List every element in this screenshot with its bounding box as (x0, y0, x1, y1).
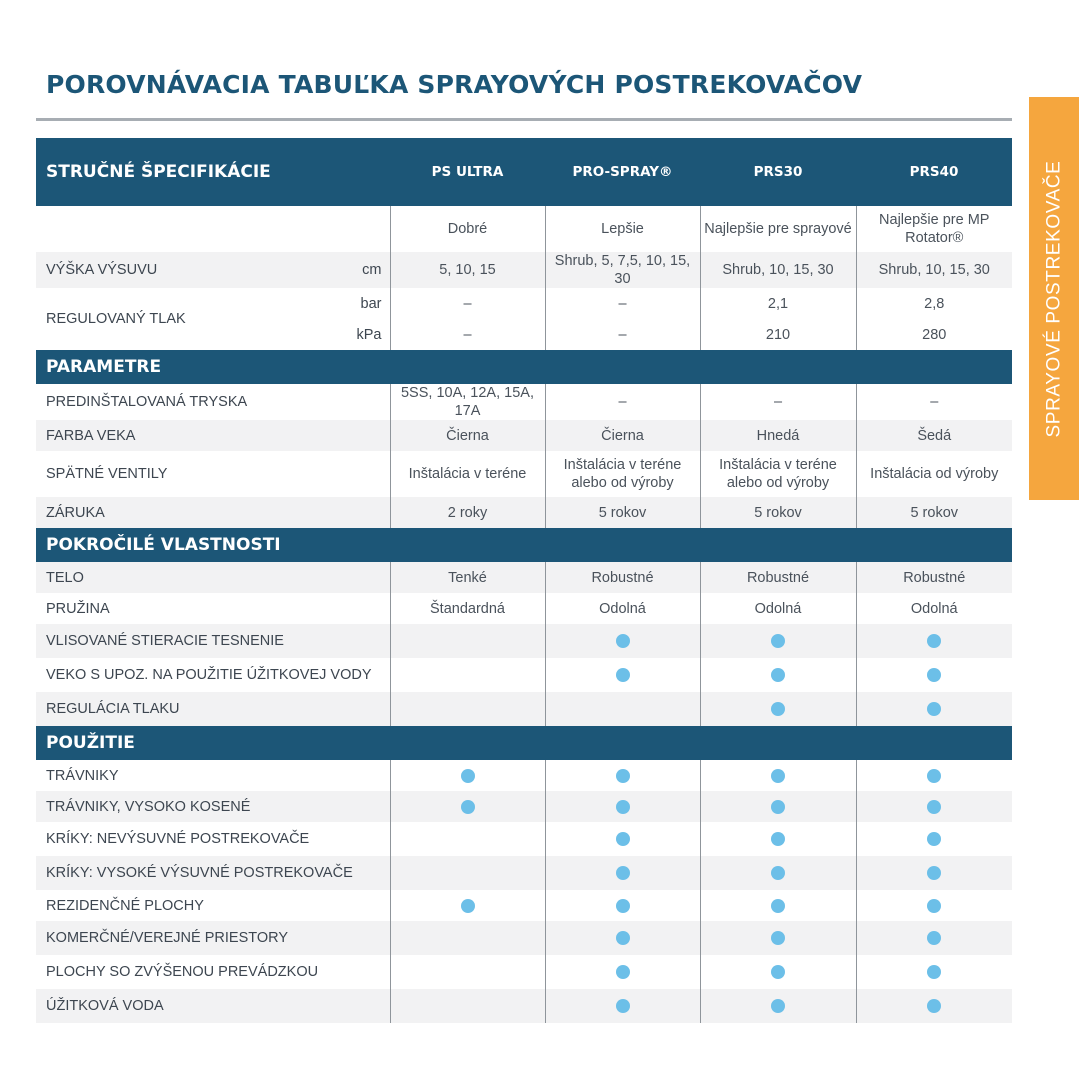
check-dot-icon (927, 866, 941, 880)
section-label: POUŽITIE (36, 726, 1012, 760)
table-cell: Odolná (910, 600, 958, 617)
check-dot-icon (927, 668, 941, 682)
table-cell (545, 791, 700, 822)
table-cell (700, 658, 856, 692)
check-dot-icon (771, 866, 785, 880)
title-divider (36, 118, 1012, 121)
table-row (36, 593, 1012, 624)
check-dot-icon (927, 999, 941, 1013)
check-dot-icon (771, 832, 785, 846)
table-cell (856, 989, 1012, 1023)
table-cell: Robustné (545, 562, 700, 593)
table-row (36, 955, 1012, 989)
check-dot-icon (771, 899, 785, 913)
table-cell: Inštalácia od výroby (870, 466, 999, 482)
rating-cell: Najlepšie pre MP Rotator® (879, 212, 990, 246)
table-cell (545, 856, 700, 890)
table-cell: – (390, 319, 545, 350)
row-label: PRUŽINA (36, 593, 390, 624)
column-header: PRS30 (700, 138, 856, 206)
table-row (36, 451, 1012, 497)
table-row (36, 497, 1012, 528)
row-label: VÝŠKA VÝSUVU (36, 252, 346, 288)
table-cell: – (700, 384, 856, 420)
side-tab-label: SPRAYOVÉ POSTREKOVAČE (1043, 160, 1065, 437)
check-dot-icon (771, 634, 785, 648)
table-cell (390, 791, 545, 822)
header-label: STRUČNÉ ŠPECIFIKÁCIE (36, 138, 390, 206)
table-cell: 2,8 (924, 295, 945, 312)
check-dot-icon (616, 769, 630, 783)
table-cell: 280 (922, 326, 947, 343)
table-row (36, 384, 1012, 420)
table-row (36, 692, 1012, 726)
table-row (36, 822, 1012, 856)
table-row (36, 890, 1012, 921)
column-header: PRS40 (856, 138, 1012, 206)
table-cell (390, 989, 545, 1023)
table-cell (700, 856, 856, 890)
table-cell: – (930, 394, 939, 410)
row-label: ZÁRUKA (36, 497, 390, 528)
check-dot-icon (927, 899, 941, 913)
table-cell (545, 692, 700, 726)
rating-row (36, 206, 1012, 252)
table-cell: Inštalácia v teréne alebo od výroby (700, 451, 856, 497)
table-cell (856, 791, 1012, 822)
table-cell: Shrub, 10, 15, 30 (856, 252, 1012, 288)
table-cell (545, 658, 700, 692)
table-row (36, 624, 1012, 658)
row-label: PLOCHY SO ZVÝŠENOU PREVÁDZKOU (36, 955, 390, 989)
check-dot-icon (616, 931, 630, 945)
table-cell: Inštalácia v teréne alebo od výroby (545, 451, 700, 497)
check-dot-icon (927, 931, 941, 945)
side-tab (1029, 97, 1079, 500)
table-cell (856, 955, 1012, 989)
table-cell: Inštalácia v teréne (390, 451, 545, 497)
table-cell (700, 692, 856, 726)
row-label: TRÁVNIKY (36, 760, 390, 791)
table-cell: 5, 10, 15 (390, 252, 545, 288)
table-cell (856, 624, 1012, 658)
table-cell: Odolná (700, 593, 856, 624)
check-dot-icon (616, 634, 630, 648)
row-label: VEKO S UPOZ. NA POUŽITIE ÚŽITKOVEJ VODY (36, 658, 390, 692)
pop-up-height-row (36, 252, 1012, 288)
table-cell (545, 955, 700, 989)
table-cell (545, 624, 700, 658)
table-cell: 2,1 (700, 288, 856, 319)
table-row (36, 989, 1012, 1023)
check-dot-icon (771, 668, 785, 682)
table-cell (390, 624, 545, 658)
check-dot-icon (461, 769, 475, 783)
check-dot-icon (616, 999, 630, 1013)
unit-label: kPa (346, 319, 390, 350)
table-cell (390, 692, 545, 726)
check-dot-icon (771, 702, 785, 716)
table-cell (545, 760, 700, 791)
table-row (36, 921, 1012, 955)
row-label: TELO (36, 562, 390, 593)
table-cell: Odolná (545, 593, 700, 624)
table-cell (856, 692, 1012, 726)
table-row (36, 760, 1012, 791)
table-row (36, 856, 1012, 890)
table-cell (856, 822, 1012, 856)
table-cell (856, 856, 1012, 890)
check-dot-icon (771, 999, 785, 1013)
table-header-row (36, 138, 1012, 206)
check-dot-icon (616, 668, 630, 682)
table-cell (390, 856, 545, 890)
row-label: PREDINŠTALOVANÁ TRYSKA (36, 384, 390, 420)
check-dot-icon (616, 965, 630, 979)
check-dot-icon (771, 931, 785, 945)
check-dot-icon (927, 832, 941, 846)
page-title: POROVNÁVACIA TABUĽKA SPRAYOVÝCH POSTREKOVAČOV (46, 70, 863, 99)
column-header: PRO-SPRAY® (545, 138, 700, 206)
table-cell: 2 roky (390, 497, 545, 528)
rating-cell: Dobré (390, 206, 545, 252)
section-label: POKROČILÉ VLASTNOSTI (36, 528, 1012, 562)
row-label: KRÍKY: NEVÝSUVNÉ POSTREKOVAČE (36, 822, 390, 856)
table-cell: 5SS, 10A, 12A, 15A, 17A (390, 384, 545, 420)
row-label: TRÁVNIKY, VYSOKO KOSENÉ (36, 791, 390, 822)
table-cell (856, 760, 1012, 791)
table-cell (700, 791, 856, 822)
table-cell (545, 822, 700, 856)
table-row (36, 658, 1012, 692)
check-dot-icon (771, 965, 785, 979)
table-cell (856, 890, 1012, 921)
table-row (36, 791, 1012, 822)
table-cell: 210 (700, 319, 856, 350)
comparison-table (36, 138, 1012, 1023)
table-cell: Tenké (390, 562, 545, 593)
table-cell (390, 955, 545, 989)
unit-label: bar (346, 288, 390, 319)
table-cell: 5 rokov (700, 497, 856, 528)
rating-cell: Najlepšie pre sprayové (700, 206, 856, 252)
check-dot-icon (616, 832, 630, 846)
check-dot-icon (927, 769, 941, 783)
table-cell (545, 921, 700, 955)
table-row (36, 420, 1012, 451)
table-cell (390, 822, 545, 856)
check-dot-icon (927, 800, 941, 814)
check-dot-icon (927, 634, 941, 648)
check-dot-icon (616, 866, 630, 880)
section-label: PARAMETRE (36, 350, 1012, 384)
check-dot-icon (461, 800, 475, 814)
table-cell (856, 658, 1012, 692)
row-label: SPÄTNÉ VENTILY (36, 451, 390, 497)
check-dot-icon (461, 899, 475, 913)
check-dot-icon (616, 800, 630, 814)
unit-label: cm (346, 252, 390, 288)
check-dot-icon (927, 965, 941, 979)
table-cell (700, 921, 856, 955)
row-label: FARBA VEKA (36, 420, 390, 451)
table-cell (390, 890, 545, 921)
table-cell: – (545, 288, 700, 319)
table-cell: 5 rokov (545, 497, 700, 528)
table-cell: Hnedá (700, 420, 856, 451)
table-cell: – (545, 319, 700, 350)
table-cell (856, 921, 1012, 955)
check-dot-icon (771, 800, 785, 814)
section-usage (36, 726, 1012, 760)
table-cell (390, 658, 545, 692)
table-cell (700, 890, 856, 921)
check-dot-icon (616, 899, 630, 913)
table-cell (390, 921, 545, 955)
column-header: PS ULTRA (390, 138, 545, 206)
table-cell: Štandardná (390, 593, 545, 624)
table-row (36, 562, 1012, 593)
table-cell: 5 rokov (856, 497, 1012, 528)
section-parametre (36, 350, 1012, 384)
table-cell (545, 989, 700, 1023)
table-cell: Shrub, 10, 15, 30 (700, 252, 856, 288)
row-label: VLISOVANÉ STIERACIE TESNENIE (36, 624, 390, 658)
row-label: KRÍKY: VYSOKÉ VÝSUVNÉ POSTREKOVAČE (36, 856, 390, 890)
row-label: REGULOVANÝ TLAK (46, 311, 186, 327)
table-cell: Shrub, 5, 7,5, 10, 15, 30 (545, 252, 700, 288)
table-cell: Robustné (856, 562, 1012, 593)
table-cell: – (545, 384, 700, 420)
section-advanced-features (36, 528, 1012, 562)
table-cell: Robustné (700, 562, 856, 593)
table-cell: – (390, 288, 545, 319)
table-cell (390, 760, 545, 791)
table-cell: Šedá (856, 420, 1012, 451)
rating-cell: Lepšie (545, 206, 700, 252)
row-label: REGULÁCIA TLAKU (36, 692, 390, 726)
check-dot-icon (927, 702, 941, 716)
row-label: KOMERČNÉ/VEREJNÉ PRIESTORY (36, 921, 390, 955)
table-cell: Čierna (545, 420, 700, 451)
table-cell (700, 955, 856, 989)
table-cell (545, 890, 700, 921)
check-dot-icon (771, 769, 785, 783)
pressure-bar-row (36, 288, 1012, 319)
table-cell (700, 989, 856, 1023)
row-label: REZIDENČNÉ PLOCHY (36, 890, 390, 921)
table-cell (700, 822, 856, 856)
table-cell: Čierna (390, 420, 545, 451)
row-label: ÚŽITKOVÁ VODA (36, 989, 390, 1023)
table-cell (700, 760, 856, 791)
table-cell (700, 624, 856, 658)
